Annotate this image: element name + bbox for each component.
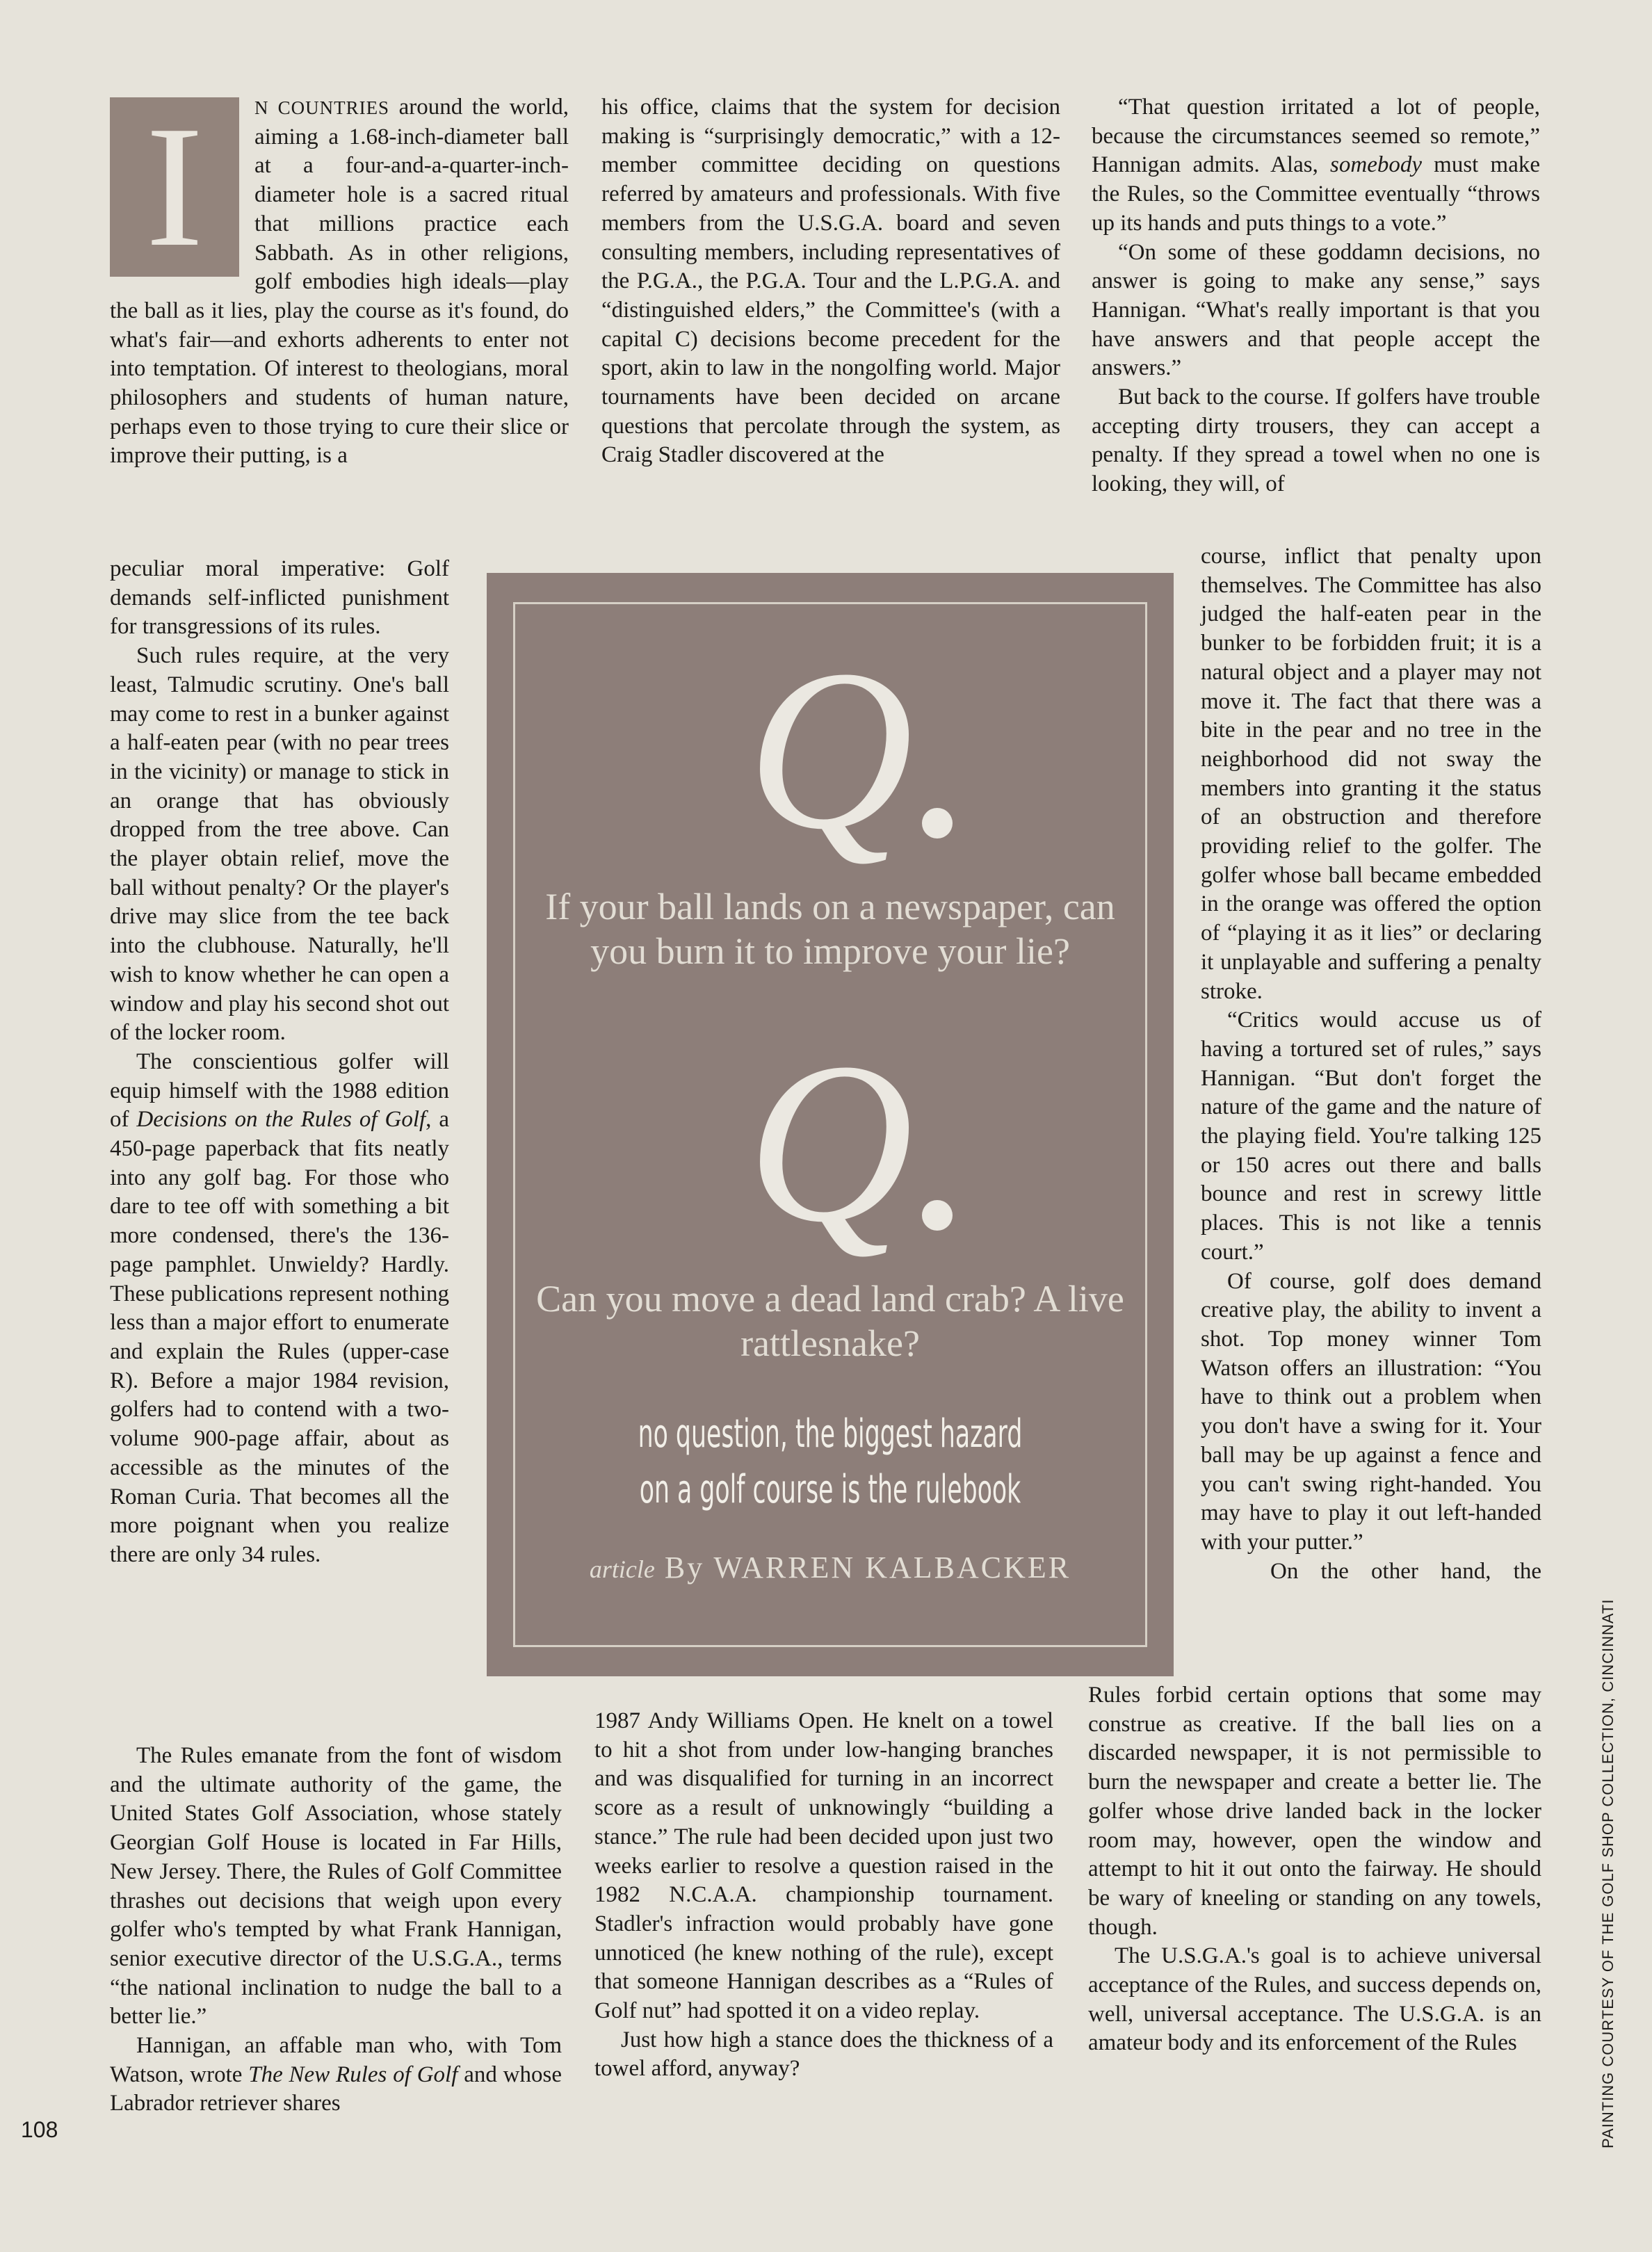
- article-column-2-top: [601, 93, 1060, 470]
- column-3-paragraph-6b: Rules forbid certain options that some may construe as creative. If the ball lies on a discarded newspaper, it is not permissible to burn the newspaper and create a better lie. The golfer whose drive landed back in the locker room may, however, open the window and attempt to hit it out onto the fairway. He should be wary of kneeling or standing on any towels, though.: [1088, 1683, 1541, 1940]
- subhead-line-1: no question, the biggest hazard: [638, 1411, 1023, 1457]
- q-period-1: [922, 808, 953, 839]
- title-panel: [487, 573, 1174, 1676]
- paragraph-5: [110, 2032, 562, 2119]
- paragraph-1b: peculiar moral imperative: Golf demands self-inflicted punishment for transgressions of its rules.: [110, 556, 449, 640]
- column-3-paragraph-6a: On the other hand, the: [1270, 1558, 1541, 1584]
- book-title-new-rules: The New Rules of Golf: [248, 2061, 458, 2087]
- column-3-paragraph-1: [1092, 93, 1540, 238]
- column-3-paragraph-5: Of course, golf does demand creative play, the ability to invent a shot. Top money winner Tom Watson offers an illustration: “You have to think out a problem when you don't have a swing for it. Your ball may be up against a fence and you can't swing right-handed. You may have to play it out left-handed with your putter.”: [1201, 1268, 1541, 1555]
- paragraph-3-text-b: , a 450-page paperback that fits neatly into any golf bag. For those who dare to tee off with something a bit more condensed, there's the 136-page pamphlet. Unwieldy? Hardly. These publications represent nothing less than a major effort to enumerate and explain the Rules (upper-case R). Before a major 1984 revision, golfers had to contend with a two-volume 900-page affair, about as accessible as the minutes of the Roman Curia. That becomes all the more poignant when you realize there are only 34 rules.: [110, 1107, 449, 1567]
- column-3-p1-text-a: “That question irritated a lot of people, because the circumstances seemed so remote,” Hannigan admits. Alas,: [1092, 95, 1540, 178]
- painting-credit: PAINTING COURTESY OF THE GOLF SHOP COLLECTION, CINCINNATI: [1599, 1598, 1617, 2148]
- paragraph-5-text-a: Hannigan, an affable man who, with Tom Watson, wrote: [110, 2033, 562, 2087]
- subhead-line-2: on a golf course is the rulebook: [639, 1467, 1021, 1512]
- column-3-paragraph-4: “Critics would accuse us of having a tortured set of rules,” says Hannigan. “But don't forget the nature of the game and the nature of the playing field. You're talking 125 or 150 acres out there and balls bounce and rest in screwy little places. This is not like a tennis court.”: [1201, 1007, 1541, 1265]
- article-column-3-top: [1092, 93, 1540, 499]
- article-column-2-bottom: [594, 1707, 1053, 2084]
- lead-small-caps: N COUNTRIES: [254, 97, 390, 118]
- byline: [515, 1550, 1146, 1585]
- paragraph-2: Such rules require, at the very least, Talmudic scrutiny. One's ball may come to rest in a bunker against a half-eaten pear (with no pear trees in the vicinity) or manage to stick in an orange that has obviously dropped from the tree above. Can the player obtain relief, move the ball without penalty? Or the player's drive may slice from the tee back into the clubhouse. Naturally, he'll wish to know whether he can open a window and play his second shot out of the locker room.: [110, 643, 449, 1046]
- column-3-paragraph-7: The U.S.G.A.'s goal is to achieve universal acceptance of the Rules, and success depends on, well, universal acceptance. The U.S.G.A. is an amateur body and its enforcement of the Rules: [1088, 1943, 1541, 2056]
- column-3-paragraph-3b: course, inflict that penalty upon themselves. The Committee has also judged the half-eaten pear in the bunker to be forbidden fruit; it is a natural object and a player may not move it. The fact that there was a bite in the pear and no tree in the neighborhood did not sway the members into granting it the status of an obstruction and therefore providing relief to the golfer. The golfer whose ball became embedded in the orange was offered the option of “playing it as it lies” or declaring it unplayable and suffering a penalty stroke.: [1201, 544, 1541, 1004]
- article-column-1-middle: [110, 555, 449, 1570]
- page-number: 108: [21, 2117, 58, 2142]
- drop-cap-letter: I: [145, 90, 204, 283]
- column-3-paragraph-2: “On some of these goddamn decisions, no answer is going to make any sense,” says Hannigan. “What's really important is that you have answers and that people accept the answers.”: [1092, 239, 1540, 381]
- question-2: Can you move a dead land crab? A live rattlesnake?: [536, 1278, 1124, 1364]
- paragraph-3: [110, 1048, 449, 1570]
- question-1: If your ball lands on a newspaper, can you burn it to improve your lie?: [545, 886, 1115, 972]
- paragraph-3-text-a: The conscientious golfer will equip himself with the 1988 edition of: [110, 1048, 449, 1133]
- big-q-letter-2: Q: [747, 1016, 914, 1270]
- drop-cap: [110, 90, 239, 283]
- paragraph-5-text-b: and whose Labrador retriever shares: [110, 2061, 562, 2116]
- column-2-bottom-text: 1987 Andy Williams Open. He knelt on a towel to hit a shot from under low-hanging branches and was disqualified for turning in an incorrect score as a result of unknowingly “building a stance.” The rule had been decided upon just two weeks earlier to resolve a question raised in the 1982 N.C.A.A. championship tournament. Stadler's infraction would probably have gone unnoticed (he knew nothing of the rule), except that someone Hannigan describes as a “Rules of Golf nut” had spotted it on a video replay.: [594, 1708, 1053, 2024]
- article-column-1-top: [110, 90, 569, 471]
- big-q-letter-1: Q: [747, 623, 914, 877]
- column-2-top-text: his office, claims that the system for decision making is “surprisingly democratic,” with a 12-member committee deciding on questions referred by amateurs and professionals. With five members from the U.S.G.A. board and seven consulting members, including representatives of the P.G.A., the P.G.A. Tour and the L.P.G.A. and “distinguished elders,” the Committee's (with a capital C) decisions become precedent for the sport, akin to law in the nongolfing world. Major tournaments have been decided on arcane questions that percolate through the system, as Craig Stadler discovered at the: [601, 95, 1060, 468]
- paragraph-1a-text: around the world, aiming a 1.68-inch-diameter ball at a four-and-a-quarter-inch-diameter hole is a sacred ritual that millions practice each Sabbath. As in other religions, golf embodies high ideals—play the ball as it lies, play the course as it's found, do what's fair—and exhorts adherents to enter not into temptation. Of interest to theologians, moral philosophers and students of human nature, perhaps even to those trying to cure their slice or improve their putting, is a: [110, 95, 569, 469]
- column-3-p1-text-b: must make the Rules, so the Committee eventually “throws up its hands and puts things to a vote.”: [1092, 152, 1540, 236]
- article-column-3-bottom: [1088, 1681, 1541, 2058]
- byline-prefix: article: [589, 1555, 655, 1583]
- emphasis-somebody: somebody: [1330, 152, 1422, 178]
- book-title-decisions: Decisions on the Rules of Golf: [136, 1107, 426, 1133]
- column-3-paragraph-3a: But back to the course. If golfers have trouble accepting dirty trousers, they can accept a penalty. If they spread a towel when no one is looking, they will, of: [1092, 384, 1540, 497]
- paragraph-4: The Rules emanate from the font of wisdom and the ultimate authority of the game, the United States Golf Association, whose stately Georgian Golf House is located in Far Hills, New Jersey. There, the Rules of Golf Committee thrashes out decisions that weigh upon every golfer who's tempted by what Frank Hannigan, senior executive director of the U.S.G.A., terms “the national inclination to nudge the ball to a better lie.”: [110, 1743, 562, 2030]
- column-2-last-paragraph: Just how high a stance does the thickness of a towel afford, anyway?: [594, 2027, 1053, 2082]
- byline-author: By WARREN KALBACKER: [664, 1550, 1071, 1585]
- q-period-2: [922, 1200, 953, 1231]
- article-column-1-bottom: [110, 1742, 562, 2119]
- article-column-3-middle: [1201, 542, 1541, 1586]
